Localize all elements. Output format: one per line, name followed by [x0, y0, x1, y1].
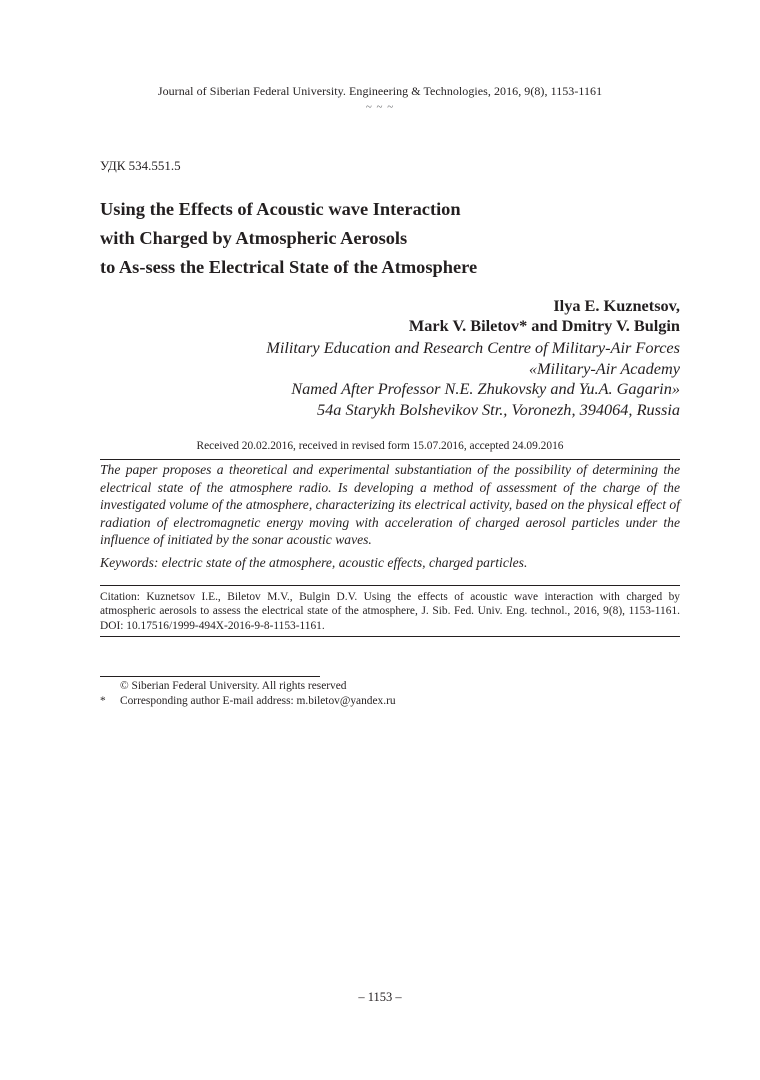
corresponding-note [100, 694, 680, 709]
title-line: with Charged by Atmospheric Aerosols [100, 228, 408, 248]
author-list [409, 296, 680, 336]
citation: Citation: Kuznetsov I.E., Biletov M.V., Bulgin D.V. Using the effects of acoustic wave interaction with charged by atmospheric aerosols to assess the electrical state of the atmosphere, J. Sib. Fed. Univ. Eng. technol., 2016, 9(8), 1153-1161. DOI: 10.17516/1999-494X-2016-9-8-1153-1161. [100, 591, 680, 632]
udk-code: УДК 534.551.5 [100, 158, 181, 173]
page-number: – 1153 – [358, 990, 402, 1004]
header-ornament: ~ ~ ~ [365, 101, 395, 113]
footnote-mark: * [100, 695, 106, 707]
affiliation-line: Military Education and Research Centre of Military-Air Forces [266, 338, 680, 357]
keywords: Keywords: electric state of the atmosphere, acoustic effects, charged particles. [100, 555, 528, 570]
affiliation-line: Named After Professor N.E. Zhukovsky and Yu.A. Gagarin» [291, 379, 680, 398]
affiliation-line: 54a Starykh Bolshevikov Str., Voronezh, 394064, Russia [317, 399, 680, 419]
footnote-divider [100, 676, 320, 677]
copyright-text: © Siberian Federal University. All rights reserved [120, 680, 347, 692]
abstract: The paper proposes a theoretical and experimental substantiation of the possibility of determining the electrical state of the atmosphere radio. Is developing a method of assessment of the charge of the investigated volume of the atmosphere, characterizing its electrical activity, based on the physical effect of radiation of electromagnetic energy moving with acceleration of charged aerosol particles under the influence of initiated by the sonar acoustic waves. [100, 462, 680, 548]
divider [100, 585, 680, 586]
title-line: Using the Effects of Acoustic wave Interaction [100, 199, 461, 219]
author-line: Mark V. Biletov* and Dmitry V. Bulgin [408, 316, 680, 335]
title-line: to As-sess the Electrical State of the Atmosphere [100, 257, 478, 277]
corresponding-email: Corresponding author E-mail address: m.biletov@yandex.ru [120, 695, 396, 707]
divider [100, 459, 680, 460]
affiliation [266, 338, 680, 420]
journal-header: Journal of Siberian Federal University. Engineering & Technologies, 2016, 9(8), 1153-1161 [157, 84, 603, 98]
paper-title [100, 195, 660, 282]
copyright-note [100, 679, 680, 694]
received-dates: Received 20.02.2016, received in revised form 15.07.2016, accepted 24.09.2016 [196, 440, 564, 452]
footnotes [100, 679, 680, 709]
affiliation-line: «Military-Air Academy [528, 358, 680, 378]
divider [100, 636, 680, 637]
author-line: Ilya E. Kuznetsov, [553, 296, 680, 315]
